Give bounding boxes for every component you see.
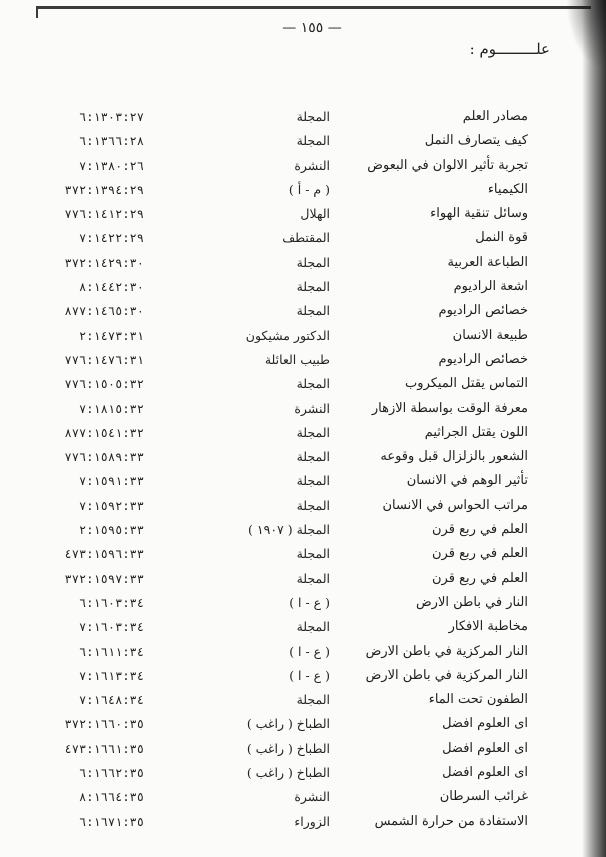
- entry-title: مراتب الحواس في الانسان: [382, 497, 528, 513]
- entry-reference: ٧:١٥٩٢:٣٣: [78, 498, 144, 513]
- entry-source: المجلة: [296, 109, 330, 124]
- entry-reference: ٦:١٦٦٢:٣٥: [78, 766, 144, 781]
- entry-source: الزوراء: [294, 813, 330, 829]
- entry-source: المجلة: [296, 473, 330, 489]
- list-item: [0, 180, 606, 204]
- list-item: [0, 447, 606, 471]
- list-item: [0, 812, 606, 836]
- entry-title: غرائب السرطان: [439, 789, 528, 805]
- list-item: [0, 228, 606, 252]
- entry-title: النار في باطن الارض: [415, 594, 528, 610]
- entry-source: الطباخ ( راغب ): [246, 765, 330, 781]
- list-item: [0, 156, 606, 180]
- entry-title: الشعور بالزلزال قبل وقوعه: [380, 449, 528, 465]
- entry-title: العلم في ربع قرن: [432, 570, 528, 586]
- entry-reference: ٤٧٣:١٥٩٦:٣٣: [64, 547, 144, 562]
- entry-source: المجلة: [296, 570, 330, 586]
- entry-source: ( م - أ ): [288, 181, 330, 197]
- entry-reference: ٦:١٣٦٦:٢٨: [78, 134, 144, 149]
- list-item: [0, 739, 606, 763]
- entry-reference: ٧:١٦٠٣:٣٤: [78, 620, 144, 635]
- entry-title: خصائص الراديوم: [438, 351, 528, 367]
- entry-reference: ٧:١٦٤٨:٣٤: [78, 693, 144, 708]
- list-item: [0, 374, 606, 398]
- entry-list: [0, 107, 606, 836]
- entry-source: المجلة: [296, 546, 330, 562]
- entry-source: طبيب العائلة: [264, 351, 330, 367]
- entry-reference: ٧٧٦:١٥٨٩:٣٣: [64, 450, 144, 465]
- entry-source: المجلة: [296, 376, 330, 392]
- entry-reference: ٦:١٦٠٣:٣٤: [78, 595, 144, 610]
- entry-reference: ٣٧٢:١٦٦٠:٣٥: [64, 717, 144, 732]
- entry-reference: ٢:١٥٩٥:٣٣: [78, 523, 144, 538]
- section-header: [420, 40, 550, 62]
- entry-reference: ٣٧٢:١٤٢٩:٣٠: [64, 255, 144, 270]
- entry-source: الدكتور مشيكون: [245, 327, 330, 343]
- entry-title: النار المركزية في باطن الارض: [365, 667, 528, 683]
- entry-title: اى العلوم افضل: [442, 765, 528, 781]
- page-number: — ١٥٥ —: [282, 20, 342, 36]
- entry-source: المجلة: [296, 254, 330, 270]
- entry-source: المجلة: [296, 133, 330, 149]
- list-item: [0, 569, 606, 593]
- entry-title: العلم في ربع قرن: [432, 522, 528, 538]
- entry-source: المجلة: [296, 424, 330, 440]
- entry-reference: ٧٧٦:١٤٧٦:٣١: [64, 352, 144, 367]
- page-top-edge: [36, 6, 591, 9]
- entry-source: الهلال: [300, 206, 330, 222]
- list-item: [0, 277, 606, 301]
- entry-source: المجلة: [296, 279, 330, 295]
- entry-source: المجلة: [296, 497, 330, 513]
- entry-reference: ٨٧٧:١٤٦٥:٣٠: [64, 304, 144, 319]
- entry-source: الطباخ ( راغب ): [246, 740, 330, 756]
- list-item: [0, 131, 606, 155]
- list-item: [0, 471, 606, 495]
- entry-source: ( ع - ا ): [289, 643, 330, 659]
- list-item: [0, 399, 606, 423]
- entry-source: المجلة ( ١٩٠٧ ): [248, 522, 330, 538]
- entry-source: ( ع - ا ): [289, 594, 330, 610]
- entry-reference: ٧٧٦:١٤١٢:٢٩: [64, 207, 144, 222]
- list-item: [0, 763, 606, 787]
- list-item: [0, 714, 606, 738]
- entry-title: الطفون تحت الماء: [428, 692, 528, 708]
- list-item: [0, 617, 606, 641]
- entry-title: كيف يتصارف النمل: [424, 133, 528, 149]
- list-item: [0, 204, 606, 228]
- entry-title: تجربة تأثير الالوان في البعوض: [367, 157, 528, 173]
- section-title: علـــــــــوم :: [469, 40, 550, 58]
- list-item: [0, 496, 606, 520]
- entry-title: اشعة الراديوم: [453, 279, 528, 295]
- entry-title: الاستفادة من حرارة الشمس: [374, 813, 528, 829]
- entry-source: المجلة: [296, 619, 330, 635]
- entry-reference: ٤٧٣:١٦٦١:٣٥: [64, 741, 144, 756]
- entry-reference: ٧:١٨١٥:٣٢: [78, 401, 144, 416]
- list-item: [0, 690, 606, 714]
- entry-reference: ٧:١٥٩١:٣٣: [78, 474, 144, 489]
- entry-title: معرفة الوقت بواسطة الازهار: [371, 400, 528, 416]
- entry-source: المقتطف: [282, 230, 330, 246]
- entry-reference: ٧:١٤٢٢:٢٩: [78, 231, 144, 246]
- list-item: [0, 350, 606, 374]
- list-item: [0, 253, 606, 277]
- entry-source: النشرة: [294, 157, 330, 173]
- entry-title: قوة النمل: [475, 230, 528, 246]
- entry-reference: ٦:١٦١١:٣٤: [78, 644, 144, 659]
- entry-title: العلم في ربع قرن: [432, 546, 528, 562]
- entry-title: خصائص الراديوم: [438, 303, 528, 319]
- entry-title: اللون يقتل الجراثيم: [424, 424, 528, 440]
- entry-title: اى العلوم افضل: [442, 716, 528, 732]
- entry-source: المجلة: [296, 692, 330, 708]
- list-item: [0, 520, 606, 544]
- list-item: [0, 301, 606, 325]
- list-item: [0, 666, 606, 690]
- list-item: [0, 107, 606, 131]
- entry-source: ( ع - ا ): [289, 667, 330, 683]
- entry-title: وسائل تنقية الهواء: [430, 206, 528, 222]
- entry-reference: ٣٧٢:١٥٩٧:٣٣: [64, 571, 144, 586]
- entry-title: النار المركزية في باطن الارض: [365, 643, 528, 659]
- entry-title: اى العلوم افضل: [442, 740, 528, 756]
- entry-source: المجلة: [296, 449, 330, 465]
- entry-title: مخاطبة الافكار: [448, 619, 528, 635]
- entry-source: المجلة: [296, 303, 330, 319]
- entry-reference: ٧:١٣٨٠:٢٦: [78, 158, 144, 173]
- entry-title: مصادر العلم: [462, 109, 528, 124]
- entry-reference: ٧٧٦:١٥٠٥:٣٢: [64, 377, 144, 392]
- entry-reference: ٨:١٦٦٤:٣٥: [78, 790, 144, 805]
- entry-reference: ٨٧٧:١٥٤١:٣٢: [64, 425, 144, 440]
- entry-reference: ٧:١٦١٣:٣٤: [78, 668, 144, 683]
- entry-source: النشرة: [294, 789, 330, 805]
- entry-title: تأثير الوهم في الانسان: [406, 473, 528, 489]
- entry-reference: ٣٧٢:١٣٩٤:٢٩: [64, 182, 144, 197]
- page-left-edge: [36, 6, 38, 18]
- list-item: [0, 642, 606, 666]
- entry-title: طبيعة الانسان: [452, 327, 528, 343]
- entry-title: التماس يقتل الميكروب: [405, 376, 528, 392]
- entry-source: الطباخ ( راغب ): [246, 716, 330, 732]
- list-item: [0, 787, 606, 811]
- entry-reference: ٦:١٣٠٣:٢٧: [78, 110, 144, 124]
- entry-title: الطباعة العربية: [447, 254, 528, 270]
- entry-title: الكيمياء: [487, 181, 528, 197]
- list-item: [0, 423, 606, 447]
- entry-reference: ٨:١٤٤٢:٣٠: [78, 280, 144, 295]
- list-item: [0, 593, 606, 617]
- list-item: [0, 326, 606, 350]
- entry-source: النشرة: [294, 400, 330, 416]
- entry-reference: ٢:١٤٧٣:٣١: [78, 328, 144, 343]
- entry-reference: ٦:١٦٧١:٣٥: [78, 814, 144, 829]
- list-item: [0, 544, 606, 568]
